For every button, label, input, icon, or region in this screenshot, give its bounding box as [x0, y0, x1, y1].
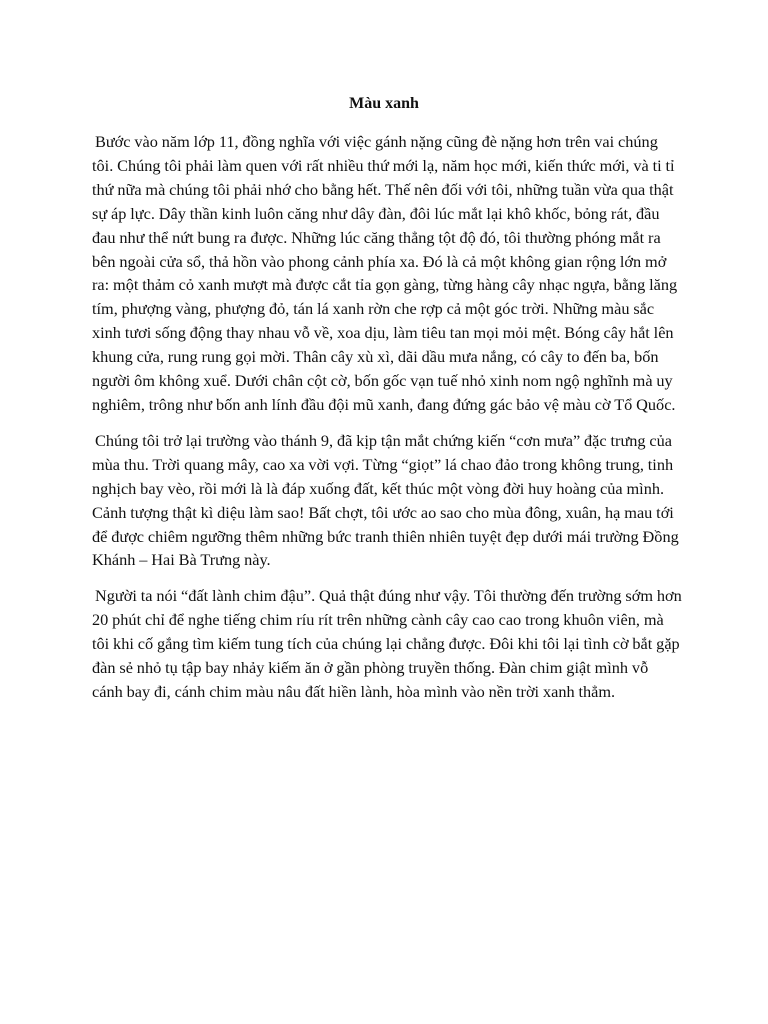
- document-body: [92, 130, 682, 716]
- paragraph-3: Người ta nói “đất lành chim đậu”. Quả thật đúng như vậy. Tôi thường đến trường sớm hơn 20 phút chỉ để nghe tiếng chim ríu rít trên những cành cây cao cao trong khuôn viên, mà tôi khi cố gắng tìm kiếm tung tích của chúng lại chẳng được. Đôi khi tôi lại tình cờ bắt gặp đàn sẻ nhỏ tụ tập bay nhảy kiếm ăn ở gần phòng truyền thống. Đàn chim giật mình vỗ cánh bay đi, cánh chim màu nâu đất hiền lành, hòa mình vào nền trời xanh thẳm.: [92, 586, 682, 701]
- paragraph-1: Bước vào năm lớp 11, đồng nghĩa với việc gánh nặng cũng đè nặng hơn trên vai chúng tôi. Chúng tôi phải làm quen với rất nhiều thứ mới lạ, năm học mới, kiến thức mới, và ti tỉ thứ nữa mà chúng tôi phải nhớ cho bằng hết. Thế nên đối với tôi, những tuần vừa qua thật sự áp lực. Dây thần kinh luôn căng như dây đàn, đôi lúc mắt lại khô khốc, bỏng rát, đầu đau như thể nứt bung ra được. Những lúc căng thẳng tột độ đó, tôi thường phóng mắt ra bên ngoài cửa sổ, thả hồn vào phong cảnh phía xa. Đó là cả một không gian rộng lớn mở ra: một thảm cỏ xanh mượt mà được cắt tỉa gọn gàng, từng hàng cây nhạc ngựa, bằng lăng tím, phượng vàng, phượng đỏ, tán lá xanh rờn che rợp cả một góc trời. Những màu sắc xinh tươi sống động thay nhau vỗ về, xoa dịu, làm tiêu tan mọi mỏi mệt. Bóng cây hắt lên khung cửa, rung rung gọi mời. Thân cây xù xì, dãi dầu mưa nắng, có cây to đến ba, bốn người ôm không xuể. Dưới chân cột cờ, bốn gốc vạn tuế nhỏ xinh nom ngộ nghĩnh mà uy nghiêm, trông như bốn anh lính đầu đội mũ xanh, đang đứng gác bảo vệ màu cờ Tổ Quốc.: [92, 132, 678, 414]
- paragraph-2: Chúng tôi trở lại trường vào thánh 9, đã kịp tận mắt chứng kiến “cơn mưa” đặc trưng của mùa thu. Trời quang mây, cao xa vời vợi. Từng “giọt” lá chao đảo trong không trung, tinh nghịch bay vèo, rồi mới là là đáp xuống đất, kết thúc một vòng đời huy hoàng của mình. Cảnh tượng thật kì diệu làm sao! Bất chợt, tôi ước ao sao cho mùa đông, xuân, hạ mau tới để được chiêm ngưỡng thêm những bức tranh thiên nhiên tuyệt đẹp dưới mái trường Đồng Khánh – Hai Bà Trưng này.: [92, 430, 679, 570]
- document-title: Màu xanh: [349, 95, 419, 112]
